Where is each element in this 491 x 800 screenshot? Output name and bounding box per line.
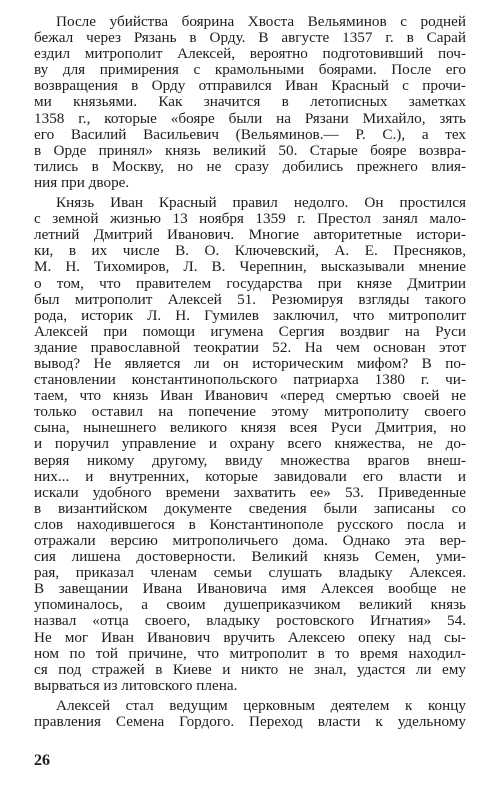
text-line: ки, в их числе В. О. Ключевский, А. Е. Пресняков, (34, 243, 466, 260)
body-text (34, 14, 466, 730)
text-line: них... и внутренних, которые завидовали его власти и (34, 468, 466, 485)
text-line: с земной жизнью 13 ноября 1359 г. Престол занял мало- (34, 211, 466, 228)
text-line: ся под стражей в Киеве и никто не знал, удастся ли ему (34, 661, 466, 678)
text-line: ездил митрополит Алексей, вероятно подготовивший поч- (34, 46, 466, 63)
text-line: ву для примирения с крамольными боярами. После его (34, 62, 466, 79)
text-line: искали удобного времени захватить ее» 53. Приведенные (34, 484, 466, 501)
text-line: тились в Москву, но не сразу добились прежнего влия- (34, 158, 466, 175)
text-line: летний Дмитрий Иванович. Многие авторитетные истори- (34, 227, 466, 244)
text-line: ном по той причине, что митрополит в то время находил- (34, 645, 466, 662)
text-line: в Орде принял» князь великий 50. Старые бояре возвра- (34, 142, 466, 159)
text-line: ми князьями. Как значится в летописных заметках (34, 94, 466, 111)
text-line: таем, что князь Иван Иванович «перед смертью своей не (34, 388, 466, 405)
text-line: правления Семена Гордого. Переход власти к удельному (34, 714, 466, 731)
text-line: Князь Иван Красный правил недолго. Он простился (56, 195, 466, 212)
text-line: только оставил на попечение этому митрополиту своего (34, 404, 466, 421)
text-line: вырваться из литовского плена. (34, 677, 238, 694)
text-line: возвращения в Орду отправился Иван Красный с прочи- (34, 78, 466, 95)
page-number: 26 (34, 752, 50, 769)
text-line: в византийском документе сведения были записаны со (34, 500, 466, 517)
text-line: М. Н. Тихомиров, Л. В. Черепнин, высказывали мнение (34, 259, 466, 276)
text-line: После убийства боярина Хвоста Вельяминов с родней (56, 14, 466, 30)
text-line: 1358 г., которые «бояре были на Рязани Михайло, зять (34, 110, 466, 127)
text-line: сына, нынешнего великого князя всея Руси Дмитрия, но (34, 420, 466, 437)
text-line: и поручил управление и охрану всего княжества, не до- (34, 436, 466, 453)
text-line: становлении константинопольского патриарха 1380 г. чи- (34, 372, 466, 389)
text-line: вывод? Не является ли он историческим мифом? В по- (34, 355, 466, 372)
text-line: о том, что правителем государства при князе Дмитрии (34, 275, 466, 292)
text-line: В завещании Ивана Ивановича имя Алексея вообще не (34, 581, 466, 598)
text-line: Алексей при помощи игумена Сергия воздвиг на Руси (34, 323, 466, 340)
text-line: Алексей стал ведущим церковным деятелем к концу (56, 697, 466, 714)
text-line: рода, историк Л. Н. Гумилев заключил, что митрополит (34, 307, 466, 324)
text-line: здание православной теократии 52. На чем основан этот (34, 339, 466, 356)
text-line: назвал «отца своего, владыку ростовского Игнатия» 54. (34, 613, 466, 630)
text-line: веряя никому другому, ввиду множества врагов внеш- (34, 452, 466, 469)
text-line: ния при дворе. (34, 174, 130, 191)
text-line: бежал через Рязань в Орду. В августе 1357 г. в Сарай (34, 30, 466, 47)
text-line: упоминалось, а своим душеприказчиком великий князь (34, 597, 466, 614)
text-line: Не мог Иван Иванович вручить Алексею опеку над сы- (34, 629, 466, 646)
text-line: слов находившегося в Константинополе русского посла и (34, 516, 466, 533)
text-line: его Василий Васильевич (Вельяминов.— Р. С.), а тех (34, 126, 466, 143)
text-line: отражали версию митрополичьего дома. Однако эта вер- (34, 533, 466, 549)
text-line: сия лишена достоверности. Великий князь Семен, уми- (34, 549, 466, 566)
text-line: был митрополит Алексей 51. Резюмируя взгляды такого (34, 291, 466, 308)
text-line: рая, приказал членам семьи слушать владыку Алексея. (34, 565, 466, 582)
